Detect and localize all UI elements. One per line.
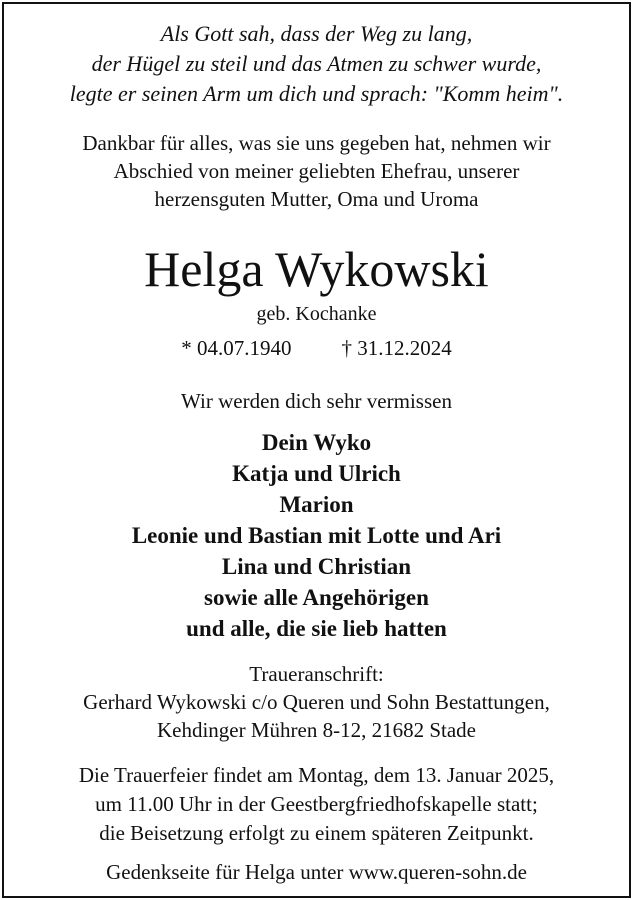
family-line: Dein Wyko — [261, 430, 372, 455]
family-line: Lina und Christian — [221, 554, 412, 579]
intro-line: Dankbar für alles, was sie uns gegeben hat, nehmen wir — [82, 131, 551, 155]
address-line: Gerhard Wykowski c/o Queren und Sohn Bestattungen, — [83, 690, 550, 714]
family-line: und alle, die sie lieb hatten — [186, 616, 447, 641]
service-line: Die Trauerfeier findet am Montag, dem 13. Januar 2025, — [78, 763, 555, 787]
family-line: sowie alle Angehörigen — [204, 585, 429, 610]
service-line: um 11.00 Uhr in der Geestbergfriedhofskapelle statt; — [95, 792, 538, 816]
poem-line: Als Gott sah, dass der Weg zu lang, — [160, 21, 473, 46]
family-line: Katja und Ulrich — [232, 461, 401, 486]
poem-line: der Hügel zu steil und das Atmen zu schwer wurde, — [91, 51, 542, 76]
intro-line: Abschied von meiner geliebten Ehefrau, unserer — [113, 159, 520, 183]
poem-line: legte er seinen Arm um dich und sprach: "Komm heim". — [69, 81, 564, 106]
family-line: Leonie und Bastian mit Lotte und Ari — [131, 523, 502, 548]
maiden-name: geb. Kochanke — [256, 303, 377, 325]
obituary-content — [4, 4, 629, 896]
family-line: Marion — [279, 492, 354, 517]
address-line: Kehdinger Mühren 8-12, 21682 Stade — [156, 718, 477, 742]
death-date: † 31.12.2024 — [341, 336, 452, 360]
intro-line: herzensguten Mutter, Oma und Uroma — [154, 187, 479, 211]
obituary-frame — [2, 2, 631, 898]
address-label: Traueranschrift: — [249, 662, 384, 686]
memorial-page-line: Gedenkseite für Helga unter www.queren-sohn.de — [106, 860, 527, 884]
service-line: die Beisetzung erfolgt zu einem späteren Zeitpunkt. — [99, 821, 534, 845]
life-dates — [4, 334, 629, 362]
deceased-name: Helga Wykowski — [144, 241, 489, 297]
birth-date: * 04.07.1940 — [181, 336, 292, 360]
miss-line: Wir werden dich sehr vermissen — [181, 389, 452, 413]
